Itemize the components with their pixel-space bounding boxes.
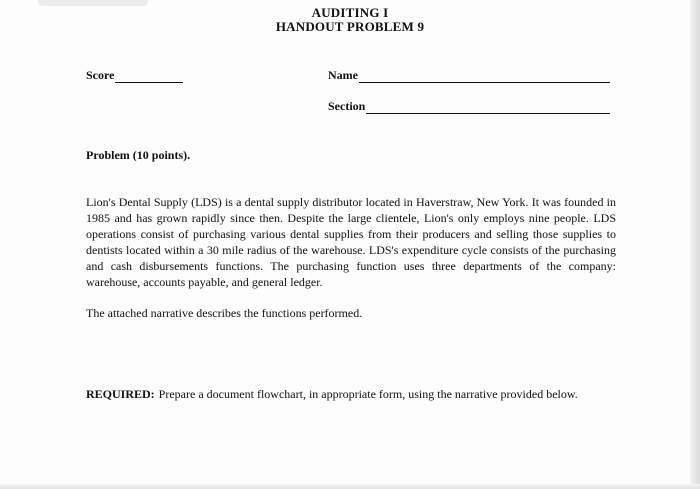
course-title: AUDITING I — [311, 5, 389, 20]
required-text: Prepare a document flowchart, in appropriate form, using the narrative provided below. — [158, 387, 578, 401]
problem-paragraph-1: Lion's Dental Supply (LDS) is a dental supply distributor located in Haverstraw, New York. It was founded in 1985 and has grown rapidly since then. Despite the large clientele, Lion's only employs nine people. LDS operations consist of purchasing various dental supplies from their producers and selling those supplies to dentists located within a 30 mile radius of the warehouse. LDS's expenditure cycle consists of the purchasing and cash disbursements functions. The purchasing function uses three departments of the company: warehouse, accounts payable, and general ledger. — [86, 195, 616, 289]
section-blank-line[interactable] — [366, 102, 610, 114]
handout-title: HANDOUT PROBLEM 9 — [275, 19, 425, 34]
required-label: REQUIRED: — [86, 387, 155, 401]
page-bottom-edge — [0, 484, 700, 489]
section-field[interactable] — [328, 99, 610, 114]
name-field[interactable] — [328, 68, 610, 83]
required-block — [86, 386, 616, 402]
problem-paragraph-2: The attached narrative describes the functions performed. — [86, 306, 363, 320]
problem-heading: Problem (10 points). — [86, 148, 191, 162]
score-label: Score — [86, 68, 115, 82]
section-label: Section — [328, 99, 366, 113]
page-right-edge — [690, 0, 700, 489]
score-field[interactable] — [86, 68, 183, 83]
name-blank-line[interactable] — [359, 71, 610, 83]
score-blank-line[interactable] — [115, 71, 183, 83]
name-label: Name — [328, 68, 358, 82]
